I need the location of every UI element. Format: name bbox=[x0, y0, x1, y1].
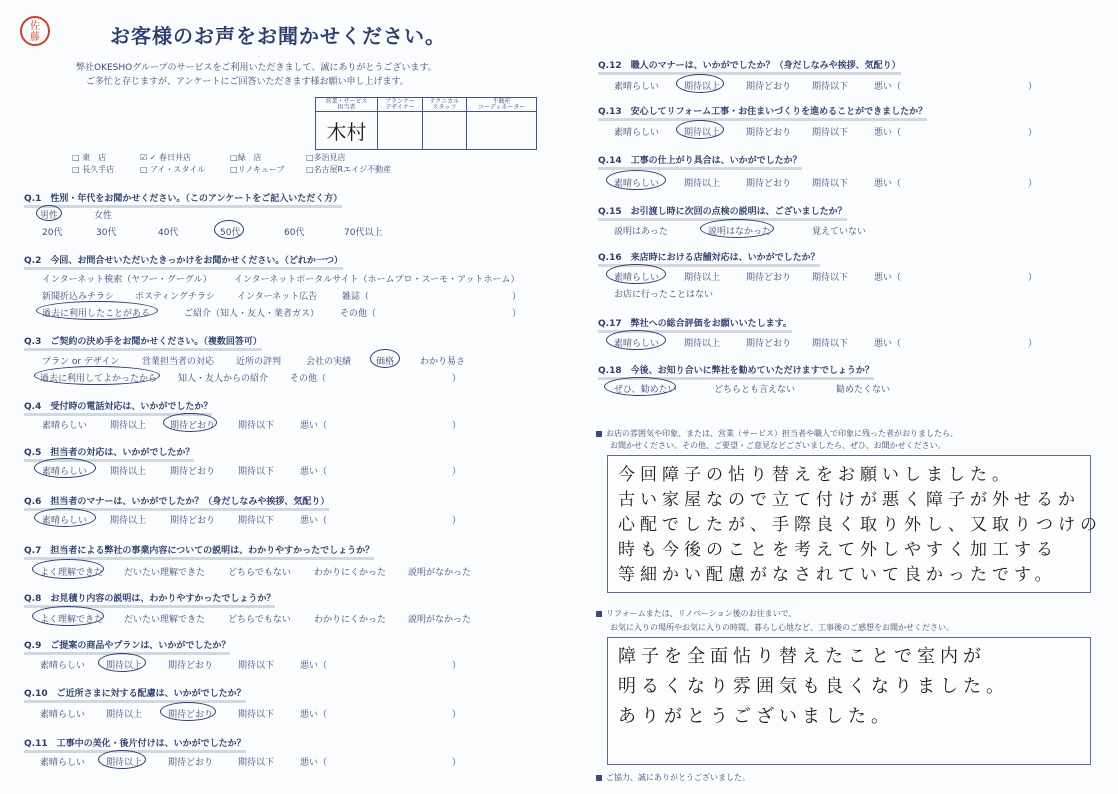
q8-answer-circle bbox=[32, 606, 104, 626]
q7-answer-circle bbox=[32, 559, 104, 579]
q3-option[interactable]: その他（ bbox=[290, 374, 327, 384]
q14-option[interactable]: 素晴らしい bbox=[614, 179, 660, 189]
q6-answer-circle bbox=[34, 508, 96, 527]
q3-bracket: ） bbox=[452, 374, 462, 384]
q8-option[interactable]: よく理解できた bbox=[40, 615, 104, 625]
q1-option[interactable]: 男性 bbox=[40, 211, 59, 221]
q3-option[interactable]: 営業担当者の対応 bbox=[142, 357, 215, 367]
q7-option[interactable]: わかりにくかった bbox=[314, 568, 387, 578]
staff-name-sales[interactable] bbox=[316, 112, 378, 150]
store-option[interactable]: □多治見店 bbox=[306, 153, 346, 162]
q10-option[interactable]: 期待以下 bbox=[238, 710, 275, 720]
staff-name-handwritten: 木村 bbox=[326, 120, 367, 144]
q2-option[interactable]: 過去に利用したことがある bbox=[42, 309, 151, 319]
q8-option[interactable]: 説明がなかった bbox=[408, 615, 472, 625]
q9-option[interactable]: 期待以下 bbox=[238, 661, 275, 671]
q7-option[interactable]: 説明がなかった bbox=[408, 568, 472, 578]
q12-option[interactable]: 期待以上 bbox=[684, 82, 721, 92]
q4-option[interactable]: 期待以上 bbox=[110, 421, 147, 431]
q1-option[interactable]: 60代 bbox=[284, 228, 305, 238]
q7-option[interactable]: どちらでもない bbox=[228, 568, 291, 578]
q16-option[interactable]: 期待どおり bbox=[746, 273, 792, 283]
q6-option[interactable]: 期待以上 bbox=[110, 516, 147, 526]
handwritten-line: ありがとうございました。 bbox=[618, 706, 894, 727]
q5-option[interactable]: 期待以下 bbox=[238, 467, 275, 477]
q10-answer-circle bbox=[160, 702, 216, 721]
bullet-square-icon bbox=[596, 431, 602, 437]
q16-option[interactable]: 期待以下 bbox=[812, 273, 849, 283]
q12-option[interactable]: 期待どおり bbox=[746, 82, 792, 92]
q9-option[interactable]: 期待以上 bbox=[106, 661, 143, 671]
q1-option[interactable]: 20代 bbox=[42, 228, 63, 238]
q13-answer-circle bbox=[676, 120, 724, 139]
comment2-prompt-2: お気に入りの場所やお気に入りの時間、暮らし心地など、工事後のご感想をお聞かせください。 bbox=[610, 623, 954, 632]
q2-option[interactable]: ポスティングチラシ bbox=[135, 292, 215, 302]
bullet-square-icon bbox=[596, 611, 602, 617]
handwritten-line: 障子を全面怗り替えたことで室内が bbox=[618, 646, 986, 667]
q18-title: Q.18 今後、お知り合いに弊社を勧めていただけますでしょうか？ bbox=[598, 363, 874, 380]
handwritten-line: 等細かい配慮がなされていて良かったです。 bbox=[618, 565, 1057, 585]
q3-option[interactable]: わかり易さ bbox=[420, 357, 466, 367]
handwritten-line: 時も今後のことを考えて外しやすく加工する bbox=[618, 540, 1058, 560]
store-option[interactable]: □名古屋Rエイジ不動産 bbox=[306, 165, 392, 174]
q13-option[interactable]: 期待どおり bbox=[746, 128, 792, 138]
staff-name-realestate[interactable] bbox=[466, 112, 536, 150]
staff-name-planner[interactable] bbox=[378, 112, 423, 150]
q3-option[interactable]: 過去に利用してよかったから bbox=[40, 374, 158, 384]
store-option[interactable]: □ 長久手店 bbox=[72, 165, 115, 174]
q14-option[interactable]: 期待以下 bbox=[812, 179, 849, 189]
q17-option[interactable]: 悪い（ bbox=[874, 339, 902, 349]
q15-option[interactable]: 説明はなかった bbox=[708, 227, 772, 237]
q2-option[interactable]: 雑誌（ bbox=[342, 292, 370, 302]
q16-option[interactable]: 期待以上 bbox=[684, 273, 721, 283]
q5-bracket: ） bbox=[452, 467, 462, 477]
q10-title: Q.10 ご近所さまに対する配慮は、いかがでしたか？ bbox=[24, 686, 246, 703]
q17-option[interactable]: 期待以上 bbox=[684, 339, 721, 349]
q3-option[interactable]: 会社の実績 bbox=[306, 357, 352, 367]
comment1-textarea[interactable] bbox=[607, 455, 1102, 593]
q1-option[interactable]: 70代以上 bbox=[344, 228, 383, 238]
q2-title: Q.2 今回、お問合せいただいたきっかけをお聞かせください。（どれか一つ） bbox=[24, 253, 343, 270]
q3-option[interactable]: プラン or デザイン bbox=[42, 357, 120, 367]
q4-option[interactable]: 素晴らしい bbox=[42, 421, 88, 431]
q5-answer-circle bbox=[34, 458, 96, 478]
intro-line-2: ご多忙と存じますが、アンケートにご回答いただきます様お願い申し上げます。 bbox=[86, 77, 409, 87]
q4-option[interactable]: 期待以下 bbox=[238, 421, 275, 431]
q1-answer-circle bbox=[214, 220, 244, 239]
q4-answer-circle bbox=[163, 413, 217, 432]
q18-answer-circle bbox=[604, 377, 676, 396]
q10-option[interactable]: 素晴らしい bbox=[40, 710, 86, 720]
q8-option[interactable]: だいたい理解できた bbox=[124, 615, 206, 625]
q9-option[interactable]: 素晴らしい bbox=[40, 661, 86, 671]
comment2-prompt-1: リフォームまたは、リノベーション後のお住まいで、 bbox=[596, 608, 796, 619]
store-option[interactable]: □リノキューブ bbox=[230, 165, 285, 174]
q2-answer-circle bbox=[36, 301, 158, 320]
store-option[interactable]: □ アイ・スタイル bbox=[140, 165, 206, 174]
q1-option[interactable]: 50代 bbox=[220, 228, 241, 238]
staff-name-technical[interactable] bbox=[422, 112, 466, 150]
q12-option[interactable]: 素晴らしい bbox=[614, 82, 660, 92]
q2-option[interactable]: インターネット広告 bbox=[237, 292, 318, 302]
q14-option[interactable]: 期待どおり bbox=[746, 179, 792, 189]
q16-option[interactable]: お店に行ったことはない bbox=[614, 290, 714, 300]
q1-answer-circle bbox=[36, 205, 62, 221]
handwritten-line: 古い家屋なので立て付けが悪く障子が外せるか bbox=[618, 490, 1080, 510]
q2-option[interactable]: ご紹介（知人・友人・業者ガス） bbox=[184, 309, 320, 319]
q9-title: Q.9 ご提案の商品やプランは、いかがでしたか？ bbox=[24, 638, 230, 655]
q12-option[interactable]: 期待以下 bbox=[812, 82, 849, 92]
q2-bracket: ） bbox=[512, 292, 522, 302]
store-option[interactable]: □ 東 店 bbox=[72, 153, 107, 162]
footer-thanks: ご協力、誠にありがとうございました。 bbox=[596, 772, 750, 783]
store-option[interactable]: ☑ ✓ 春日井店 bbox=[140, 153, 191, 162]
q6-option[interactable]: 期待どおり bbox=[170, 516, 216, 526]
q11-option[interactable]: 期待どおり bbox=[168, 758, 214, 768]
q8-option[interactable]: わかりにくかった bbox=[314, 615, 387, 625]
q3-answer-circle bbox=[370, 349, 400, 368]
q14-option[interactable]: 悪い（ bbox=[874, 179, 902, 189]
q15-option[interactable]: 覚えていない bbox=[812, 227, 867, 237]
comment1-prompt-1: お店の雰囲気や印象、または、営業（サービス）担当者や職人で印象に残った者がおりましたら、 bbox=[596, 428, 958, 439]
q11-bracket: ） bbox=[452, 758, 462, 768]
comment2-textarea[interactable] bbox=[607, 637, 1091, 765]
staff-header-realestate: 不動産 コーディネーター bbox=[466, 98, 536, 112]
handwritten-line: 今回障子の怗り替えをお願いしました。 bbox=[618, 465, 1014, 485]
q18-option[interactable]: 勧めたくない bbox=[836, 385, 891, 395]
q6-option[interactable]: 素晴らしい bbox=[42, 516, 88, 526]
q17-option[interactable]: 素晴らしい bbox=[614, 339, 660, 349]
q1-option[interactable]: 女性 bbox=[94, 211, 113, 221]
q4-bracket: ） bbox=[452, 421, 462, 431]
q9-option[interactable]: 期待どおり bbox=[168, 661, 214, 671]
q18-option[interactable]: どちらとも言えない bbox=[714, 385, 796, 395]
handwritten-line: 心配でしたが、手際良く取り外し、又取りつけの bbox=[618, 515, 1102, 535]
q17-option[interactable]: 期待どおり bbox=[746, 339, 792, 349]
q11-title: Q.11 工事中の美化・後片付けは、いかがでしたか？ bbox=[24, 736, 246, 753]
handwritten-line: 明るくなり雰囲気も良くなりました。 bbox=[618, 676, 1009, 697]
q2-bracket: ） bbox=[512, 309, 522, 319]
q17-title: Q.17 弊社への総合評価をお願いいたします。 bbox=[598, 316, 792, 333]
q10-bracket: ） bbox=[452, 710, 462, 720]
q3-option[interactable]: 知人・友人からの紹介 bbox=[178, 374, 269, 384]
q8-option[interactable]: どちらでもない bbox=[228, 615, 291, 625]
q1-title: Q.1 性別・年代をお聞かせください。（このアンケートをご記入いただく方） bbox=[24, 191, 342, 208]
comment1-prompt-2: お聞かせください。その他、ご要望・ご意見などございましたら、ぜひ、お聞かせください。 bbox=[610, 441, 946, 450]
staff-table bbox=[315, 97, 537, 150]
q10-option[interactable]: 期待どおり bbox=[168, 710, 214, 720]
store-option[interactable]: □緑 店 bbox=[230, 153, 262, 162]
q6-option[interactable]: 期待以下 bbox=[238, 516, 275, 526]
q12-bracket: ） bbox=[1028, 82, 1038, 92]
q5-option[interactable]: 期待どおり bbox=[170, 467, 216, 477]
q11-option[interactable]: 悪い（ bbox=[300, 758, 328, 768]
q7-title: Q.7 担当者による弊社の事業内容についての説明は、わかりやすかったでしょうか？ bbox=[24, 543, 374, 560]
q11-option[interactable]: 素晴らしい bbox=[40, 758, 86, 768]
staff-header-sales: 営業・サービス 担当者 bbox=[316, 98, 378, 112]
q11-option[interactable]: 期待以上 bbox=[106, 758, 143, 768]
stamp-text: 佐藤 bbox=[30, 21, 40, 43]
q5-option[interactable]: 悪い（ bbox=[300, 467, 328, 477]
q13-bracket: ） bbox=[1028, 128, 1038, 138]
q7-option[interactable]: だいたい理解できた bbox=[124, 568, 206, 578]
staff-header-planner: プランナー デザイナー bbox=[378, 98, 423, 112]
q3-answer-circle bbox=[34, 366, 160, 385]
q12-option[interactable]: 悪い（ bbox=[874, 82, 902, 92]
q9-bracket: ） bbox=[452, 661, 462, 671]
q5-option[interactable]: 素晴らしい bbox=[42, 467, 88, 477]
staff-header-technical: テクニカル スタッフ bbox=[422, 98, 466, 112]
q15-answer-circle bbox=[700, 219, 774, 238]
q17-answer-circle bbox=[606, 330, 666, 350]
q18-option[interactable]: ぜひ、勧めたい bbox=[614, 385, 677, 395]
q6-title: Q.6 担当者のマナーは、いかがでしたか？（身だしなみや挨拶、気配り） bbox=[24, 494, 329, 511]
q14-title: Q.14 工事の仕上がり具合は、いかがでしたか？ bbox=[598, 153, 802, 170]
q2-option[interactable]: 新聞折込みチラシ bbox=[42, 292, 115, 302]
q16-answer-circle bbox=[606, 264, 666, 284]
q16-title: Q.16 来店時における店舗対応は、いかがでしたか？ bbox=[598, 250, 820, 267]
q3-option[interactable]: 価格 bbox=[376, 357, 395, 367]
q17-bracket: ） bbox=[1028, 339, 1038, 349]
q13-option[interactable]: 素晴らしい bbox=[614, 128, 660, 138]
page-title: お客様のお声をお聞かせください。 bbox=[110, 24, 446, 48]
q15-option[interactable]: 説明はあった bbox=[614, 227, 668, 237]
q14-bracket: ） bbox=[1028, 179, 1038, 189]
q15-title: Q.15 お引渡し時に次回の点検の説明は、ございましたか？ bbox=[598, 204, 847, 221]
q3-title: Q.3 ご契約の決め手をお聞かせください。（複数回答可） bbox=[24, 334, 262, 351]
bullet-square-icon bbox=[596, 775, 602, 781]
q11-option[interactable]: 期待以下 bbox=[238, 758, 275, 768]
q13-option[interactable]: 期待以上 bbox=[684, 128, 721, 138]
q11-answer-circle bbox=[98, 750, 146, 769]
q10-option[interactable]: 悪い（ bbox=[300, 710, 328, 720]
q2-option[interactable]: インターネットポータルサイト（ホームプロ・スーモ・アットホーム） bbox=[234, 275, 520, 285]
q16-bracket: ） bbox=[1028, 273, 1038, 283]
intro-line-1: 弊社OKESHOグループのサービスをご利用いただきまして、誠にありがとうございます。 bbox=[76, 63, 437, 73]
q6-bracket: ） bbox=[452, 516, 462, 526]
q1-option[interactable]: 30代 bbox=[96, 228, 117, 238]
q4-option[interactable]: 悪い（ bbox=[300, 421, 328, 431]
q16-option[interactable]: 悪い（ bbox=[874, 273, 902, 283]
q8-title: Q.8 お見積り内容の説明は、わかりやすかったでしょうか？ bbox=[24, 591, 275, 608]
q5-option[interactable]: 期待以上 bbox=[110, 467, 147, 477]
q3-option[interactable]: 近所の評判 bbox=[236, 357, 282, 367]
q5-title: Q.5 担当者の対応は、いかがでしたか？ bbox=[24, 445, 194, 462]
q13-option[interactable]: 期待以下 bbox=[812, 128, 849, 138]
q12-title: Q.12 職人のマナーは、いかがでしたか？（身だしなみや挨拶、気配り） bbox=[598, 58, 901, 75]
q2-option[interactable]: その他（ bbox=[340, 309, 377, 319]
q2-option[interactable]: インターネット検索（ヤフー・グーグル） bbox=[42, 275, 212, 285]
q17-option[interactable]: 期待以下 bbox=[812, 339, 849, 349]
q16-option[interactable]: 素晴らしい bbox=[614, 273, 660, 283]
q1-option[interactable]: 40代 bbox=[158, 228, 179, 238]
q6-option[interactable]: 悪い（ bbox=[300, 516, 328, 526]
q4-title: Q.4 受付時の電話対応は、いかがでしたか？ bbox=[24, 399, 212, 416]
q14-option[interactable]: 期待以上 bbox=[684, 179, 721, 189]
q9-answer-circle bbox=[98, 653, 146, 672]
q7-option[interactable]: よく理解できた bbox=[40, 568, 104, 578]
q13-title: Q.13 安心してリフォーム工事・お住まいづくりを進めることができましたか？ bbox=[598, 104, 927, 121]
q4-option[interactable]: 期待どおり bbox=[170, 421, 216, 431]
q13-option[interactable]: 悪い（ bbox=[874, 128, 902, 138]
name-stamp bbox=[20, 16, 50, 46]
q10-option[interactable]: 期待以上 bbox=[106, 710, 143, 720]
q9-option[interactable]: 悪い（ bbox=[300, 661, 328, 671]
q14-answer-circle bbox=[606, 170, 666, 190]
q12-answer-circle bbox=[676, 74, 724, 93]
